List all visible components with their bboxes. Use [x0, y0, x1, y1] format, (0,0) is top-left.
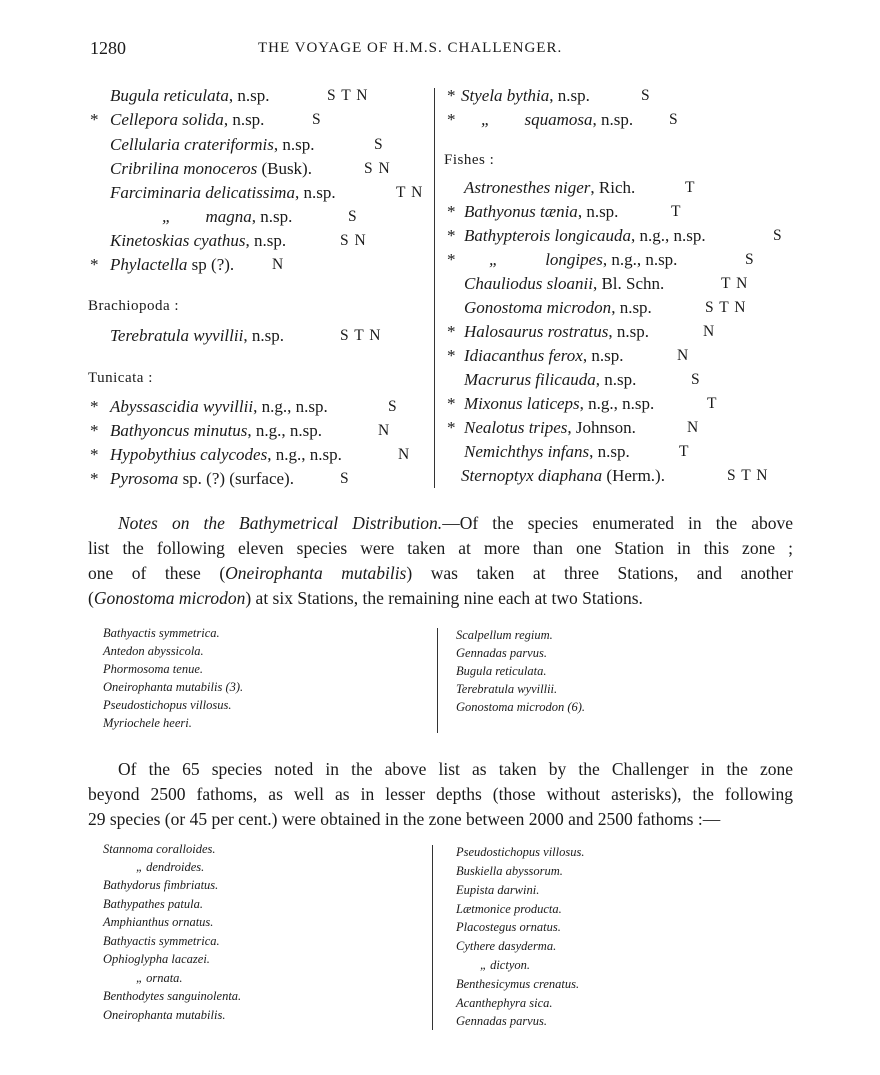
list-item: Ophioglypha lacazei. [103, 952, 210, 966]
list-item: Antedon abyssicola. [103, 644, 204, 658]
station-codes: T N [721, 275, 749, 292]
list-item: Bathypathes patula. [103, 897, 203, 911]
species-entry: * „ longipes, n.g., n.sp. S [447, 250, 755, 269]
species-entry: * Phylactella sp (?). N [90, 255, 285, 274]
list-item: Gennadas parvus. [456, 646, 547, 660]
list-item: Phormosoma tenue. [103, 662, 203, 676]
station-codes: S [340, 470, 350, 487]
station-codes: N [272, 256, 285, 273]
list-item: Bathyactis symmetrica. [103, 934, 220, 948]
species-entry: Nemichthys infans, n.sp. T [464, 442, 690, 461]
species-entry: Kinetoskias cyathus, n.sp. S N [110, 231, 367, 250]
species-entry: * Bathyoncus minutus, n.g., n.sp. N [90, 421, 391, 440]
species-entry: Cribrilina monoceros (Busk). S N [110, 159, 391, 178]
station-codes: N [378, 422, 391, 439]
species-entry: * „ squamosa, n.sp. S [447, 110, 679, 129]
list-item: „ dendroides. [136, 860, 205, 874]
species-entry: Astronesthes niger, Rich. T [464, 178, 696, 197]
list-item: „ dictyon. [480, 958, 530, 972]
station-codes: N [398, 446, 411, 463]
list-item: Benthesicymus crenatus. [456, 977, 580, 991]
list-item: Buskiella abyssorum. [456, 864, 563, 878]
station-codes: N [703, 323, 716, 340]
list-item: Stannoma coralloides. [103, 842, 216, 856]
list-item: Oneirophanta mutabilis. [103, 1008, 226, 1022]
list-item: Oneirophanta mutabilis (3). [103, 680, 244, 694]
notes-paragraph: Notes on the Bathymetrical Distribution.—Of the species enumerated in the above list the following eleven species were taken at more than one Station in this zone ; one of these (Oneirophanta mutabilis) was taken at three Stations, and another (Gonostoma microdon) at six Stations, the remaining nine each at two Stations. [88, 513, 794, 608]
station-codes: T N [396, 184, 424, 201]
list-item: Scalpellum regium. [456, 628, 553, 642]
species-entry: Cellularia crateriformis, n.sp. S [110, 135, 384, 154]
list-divider [432, 845, 433, 1030]
station-codes: S [669, 111, 679, 128]
list-item: Myriochele heeri. [103, 716, 192, 730]
species-entry: * Mixonus laticeps, n.g., n.sp. T [447, 394, 718, 413]
station-codes: S [745, 251, 755, 268]
column-divider [434, 88, 435, 488]
station-codes: N [677, 347, 690, 364]
station-codes: S N [340, 232, 367, 249]
station-codes: S [388, 398, 398, 415]
station-codes: T [707, 395, 718, 412]
station-codes: S T N [327, 87, 369, 104]
station-codes: S [374, 136, 384, 153]
species-entry: * Bathyonus tænia, n.sp. T [447, 202, 682, 221]
species-entry: Sternoptyx diaphana (Herm.). S T N [461, 466, 769, 485]
list-item: Amphianthus ornatus. [103, 915, 214, 929]
station-codes: S [773, 227, 783, 244]
list-item: „ ornata. [136, 971, 183, 985]
list-divider [437, 628, 438, 733]
species-entry: Macrurus filicauda, n.sp. S [464, 370, 701, 389]
station-codes: S T N [727, 467, 769, 484]
list-item: Pseudostichopus villosus. [103, 698, 232, 712]
station-codes: T [685, 179, 696, 196]
page-header [90, 38, 790, 62]
list-item: Cythere dasyderma. [456, 939, 557, 953]
summary-paragraph: Of the 65 species noted in the above list as taken by the Challenger in the zone beyond 2500 fathoms, as well as in lesser depths (those without asterisks), the following 29 species (or 45 per cent.) were obtained in the zone between 2000 and 2500 fathoms :— [88, 759, 793, 829]
species-entry: * Pyrosoma sp. (?) (surface). S [90, 469, 350, 488]
list-item: Gonostoma microdon (6). [456, 700, 586, 714]
list-item: Lætmonice producta. [456, 902, 562, 916]
station-codes: S T N [340, 327, 382, 344]
station-codes: S [312, 111, 322, 128]
list-item: Terebratula wyvillii. [456, 682, 558, 696]
station-codes: S N [364, 160, 391, 177]
station-codes: T [671, 203, 682, 220]
list-item: Pseudostichopus villosus. [456, 845, 585, 859]
species-entry: „ magna, n.sp. S [162, 207, 358, 226]
species-entry: Terebratula wyvillii, n.sp. S T N [110, 326, 382, 345]
species-entry: * Idiacanthus ferox, n.sp. N [447, 346, 690, 365]
species-entry: * Nealotus tripes, Johnson. N [447, 418, 700, 437]
species-entry: * Abyssascidia wyvillii, n.g., n.sp. S [90, 397, 398, 416]
species-entry: * Halosaurus rostratus, n.sp. N [447, 322, 716, 341]
station-codes: T [679, 443, 690, 460]
species-entry: Chauliodus sloanii, Bl. Schn. T N [464, 274, 749, 293]
list-item: Eupista darwini. [456, 883, 540, 897]
list-item: Bathyactis symmetrica. [103, 626, 220, 640]
section-heading-brachiopoda: Brachiopoda : [88, 298, 180, 314]
species-entry: * Bathypterois longicauda, n.g., n.sp. S [447, 226, 783, 245]
section-heading-tunicata: Tunicata : [88, 370, 153, 386]
list-item: Benthodytes sanguinolenta. [103, 989, 242, 1003]
station-codes: S [691, 371, 701, 388]
species-entry: * Hypobythius calycodes, n.g., n.sp. N [90, 445, 411, 464]
species-entry: * Styela bythia, n.sp. S [447, 86, 651, 105]
list-item: Bathydorus fimbriatus. [103, 878, 219, 892]
species-entry: Bugula reticulata, n.sp. S T N [110, 86, 369, 105]
section-heading-fishes: Fishes : [444, 152, 495, 168]
station-codes: N [687, 419, 700, 436]
station-codes: S [641, 87, 651, 104]
species-entry: Gonostoma microdon, n.sp. S T N [464, 298, 747, 317]
list-item: Acanthephyra sica. [456, 996, 553, 1010]
list-item: Placostegus ornatus. [456, 920, 561, 934]
page-number: 1280 [90, 38, 126, 58]
species-entry: * Cellepora solida, n.sp. S [90, 110, 322, 129]
list-item: Gennadas parvus. [456, 1014, 547, 1028]
list-item: Bugula reticulata. [456, 664, 547, 678]
species-entry: Farciminaria delicatissima, n.sp. T N [110, 183, 424, 202]
running-title: THE VOYAGE OF H.M.S. CHALLENGER. [258, 40, 563, 56]
station-codes: S T N [705, 299, 747, 316]
station-codes: S [348, 208, 358, 225]
